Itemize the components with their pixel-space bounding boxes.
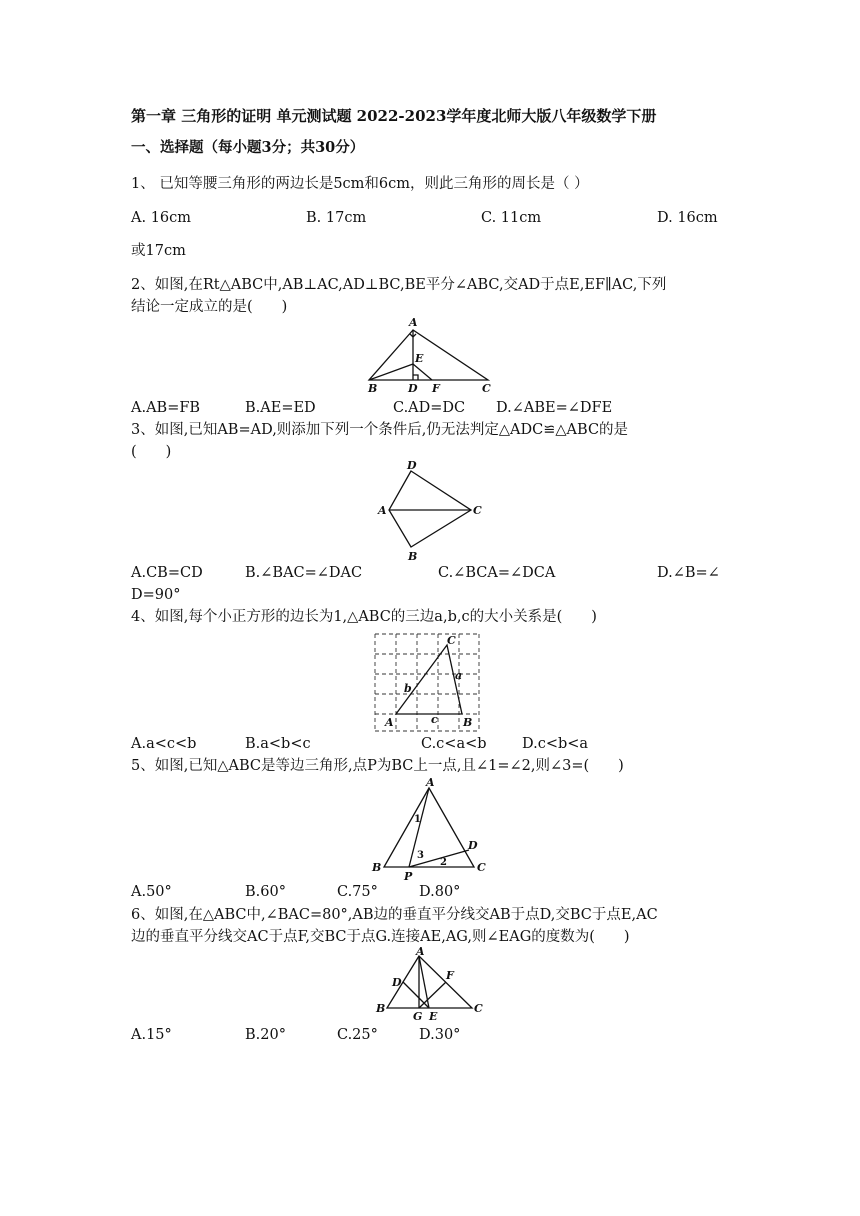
q6-label-c: C (474, 1002, 483, 1015)
q4-triangle-abc (396, 645, 462, 714)
q4-label-b: B (463, 716, 473, 729)
q5-triangle-abc (384, 788, 474, 867)
q3-quadrilateral (389, 471, 471, 547)
q2-option-c: C.AD=DC (393, 400, 466, 416)
q1-option-d: D. 16cm (657, 210, 718, 226)
q4-option-d: D.c<b<a (522, 736, 589, 752)
q6-label-d: D (392, 976, 402, 989)
q6-stem-line1: 6、如图,在△ABC中,∠BAC=80°,AB边的垂直平分线交AB于点D,交BC于点E,AC (131, 907, 658, 923)
q3-stem-line2: ( ) (131, 444, 172, 460)
q2-label-d: D (408, 382, 418, 395)
q6-stem-line2: 边的垂直平分线交AC于点F,交BC于点G.连接AE,AG,则∠EAG的度数为( ) (131, 929, 630, 945)
q3-stem-line1: 3、如图,已知AB=AD,则添加下列一个条件后,仍无法判定△ADC≌△ABC的是 (131, 422, 629, 438)
q1-option-c: C. 11cm (481, 210, 542, 226)
q1-option-d-cont: 或17cm (131, 243, 186, 259)
q5-label-p: P (404, 870, 413, 883)
q5-label-c: C (477, 861, 486, 874)
q3-label-d: D (407, 459, 417, 472)
q2-label-c: C (482, 382, 491, 395)
q6-option-c: C.25° (337, 1027, 378, 1043)
q6-label-b: B (376, 1002, 386, 1015)
q2-option-a: A.AB=FB (131, 400, 201, 416)
q3-option-d: D.∠B=∠ (657, 565, 720, 581)
q2-triangle-abc (369, 330, 488, 380)
q6-label-g: G (413, 1010, 423, 1023)
q3-option-a: A.CB=CD (131, 565, 203, 581)
q4-stem: 4、如图,每个小正方形的边长为1,△ABC的三边a,b,c的大小关系是( ) (131, 609, 597, 625)
q3-label-a: A (378, 504, 387, 517)
q3-option-d-cont: D=90° (131, 587, 181, 603)
q4-label-c-side: c (431, 713, 438, 726)
q2-label-f: F (432, 382, 440, 395)
q2-figure (360, 315, 500, 397)
q5-label-a: A (426, 776, 435, 789)
q6-label-a: A (416, 945, 425, 958)
q6-label-e: E (429, 1010, 438, 1023)
q5-stem: 5、如图,已知△ABC是等边三角形,点P为BC上一点,且∠1=∠2,则∠3=( ) (131, 758, 624, 774)
q2-label-e: E (415, 352, 424, 365)
q2-label-a: A (409, 316, 418, 329)
q6-option-d: D.30° (419, 1027, 461, 1043)
q6-label-f: F (446, 969, 454, 982)
q5-option-c: C.75° (337, 884, 378, 900)
section-heading: 一、选择题（每小题3分；共30分） (131, 139, 365, 156)
q5-option-d: D.80° (419, 884, 461, 900)
page-title: 第一章 三角形的证明 单元测试题 2022-2023学年度北师大版八年级数学下册 (131, 107, 657, 125)
q6-bisector-fg (419, 982, 446, 1008)
q5-label-b: B (372, 861, 382, 874)
q2-option-b: B.AE=ED (245, 400, 316, 416)
q4-option-b: B.a<b<c (245, 736, 311, 752)
q2-stem-line1: 2、如图,在Rt△ABC中,AB⊥AC,AD⊥BC,BE平分∠ABC,交AD于点E,EF∥AC,下列 (131, 277, 667, 293)
q1-option-a: A. 16cm (131, 210, 192, 226)
q2-right-angle-mark (413, 375, 418, 380)
q4-label-a-side: a (455, 669, 463, 682)
q4-figure (370, 630, 490, 735)
q5-figure (366, 775, 496, 885)
q5-label-1: 1 (414, 814, 421, 825)
q4-label-a: A (385, 716, 394, 729)
q2-stem-line2: 结论一定成立的是( ) (131, 299, 288, 315)
q3-label-b: B (408, 550, 418, 563)
q5-option-b: B.60° (245, 884, 286, 900)
q4-option-c: C.c<a<b (421, 736, 487, 752)
q3-option-c: C.∠BCA=∠DCA (438, 565, 556, 581)
q3-figure (370, 455, 490, 565)
q5-label-2: 2 (440, 857, 447, 868)
q3-option-b: B.∠BAC=∠DAC (245, 565, 363, 581)
q1-option-b: B. 17cm (306, 210, 367, 226)
q2-option-d: D.∠ABE=∠DFE (496, 400, 613, 416)
q4-label-b-side: b (404, 682, 412, 695)
q5-option-a: A.50° (131, 884, 172, 900)
q3-label-c: C (473, 504, 482, 517)
q6-option-a: A.15° (131, 1027, 172, 1043)
q5-label-3: 3 (417, 850, 424, 861)
q2-label-b: B (368, 382, 378, 395)
q6-option-b: B.20° (245, 1027, 286, 1043)
q4-label-c: C (447, 634, 456, 647)
q4-option-a: A.a<c<b (131, 736, 197, 752)
q6-figure (370, 946, 495, 1022)
q1-stem: 1、 已知等腰三角形的两边长是5cm和6cm，则此三角形的周长是（ ） (131, 176, 589, 192)
q2-segment-ef (413, 364, 432, 380)
q5-label-d: D (468, 839, 478, 852)
